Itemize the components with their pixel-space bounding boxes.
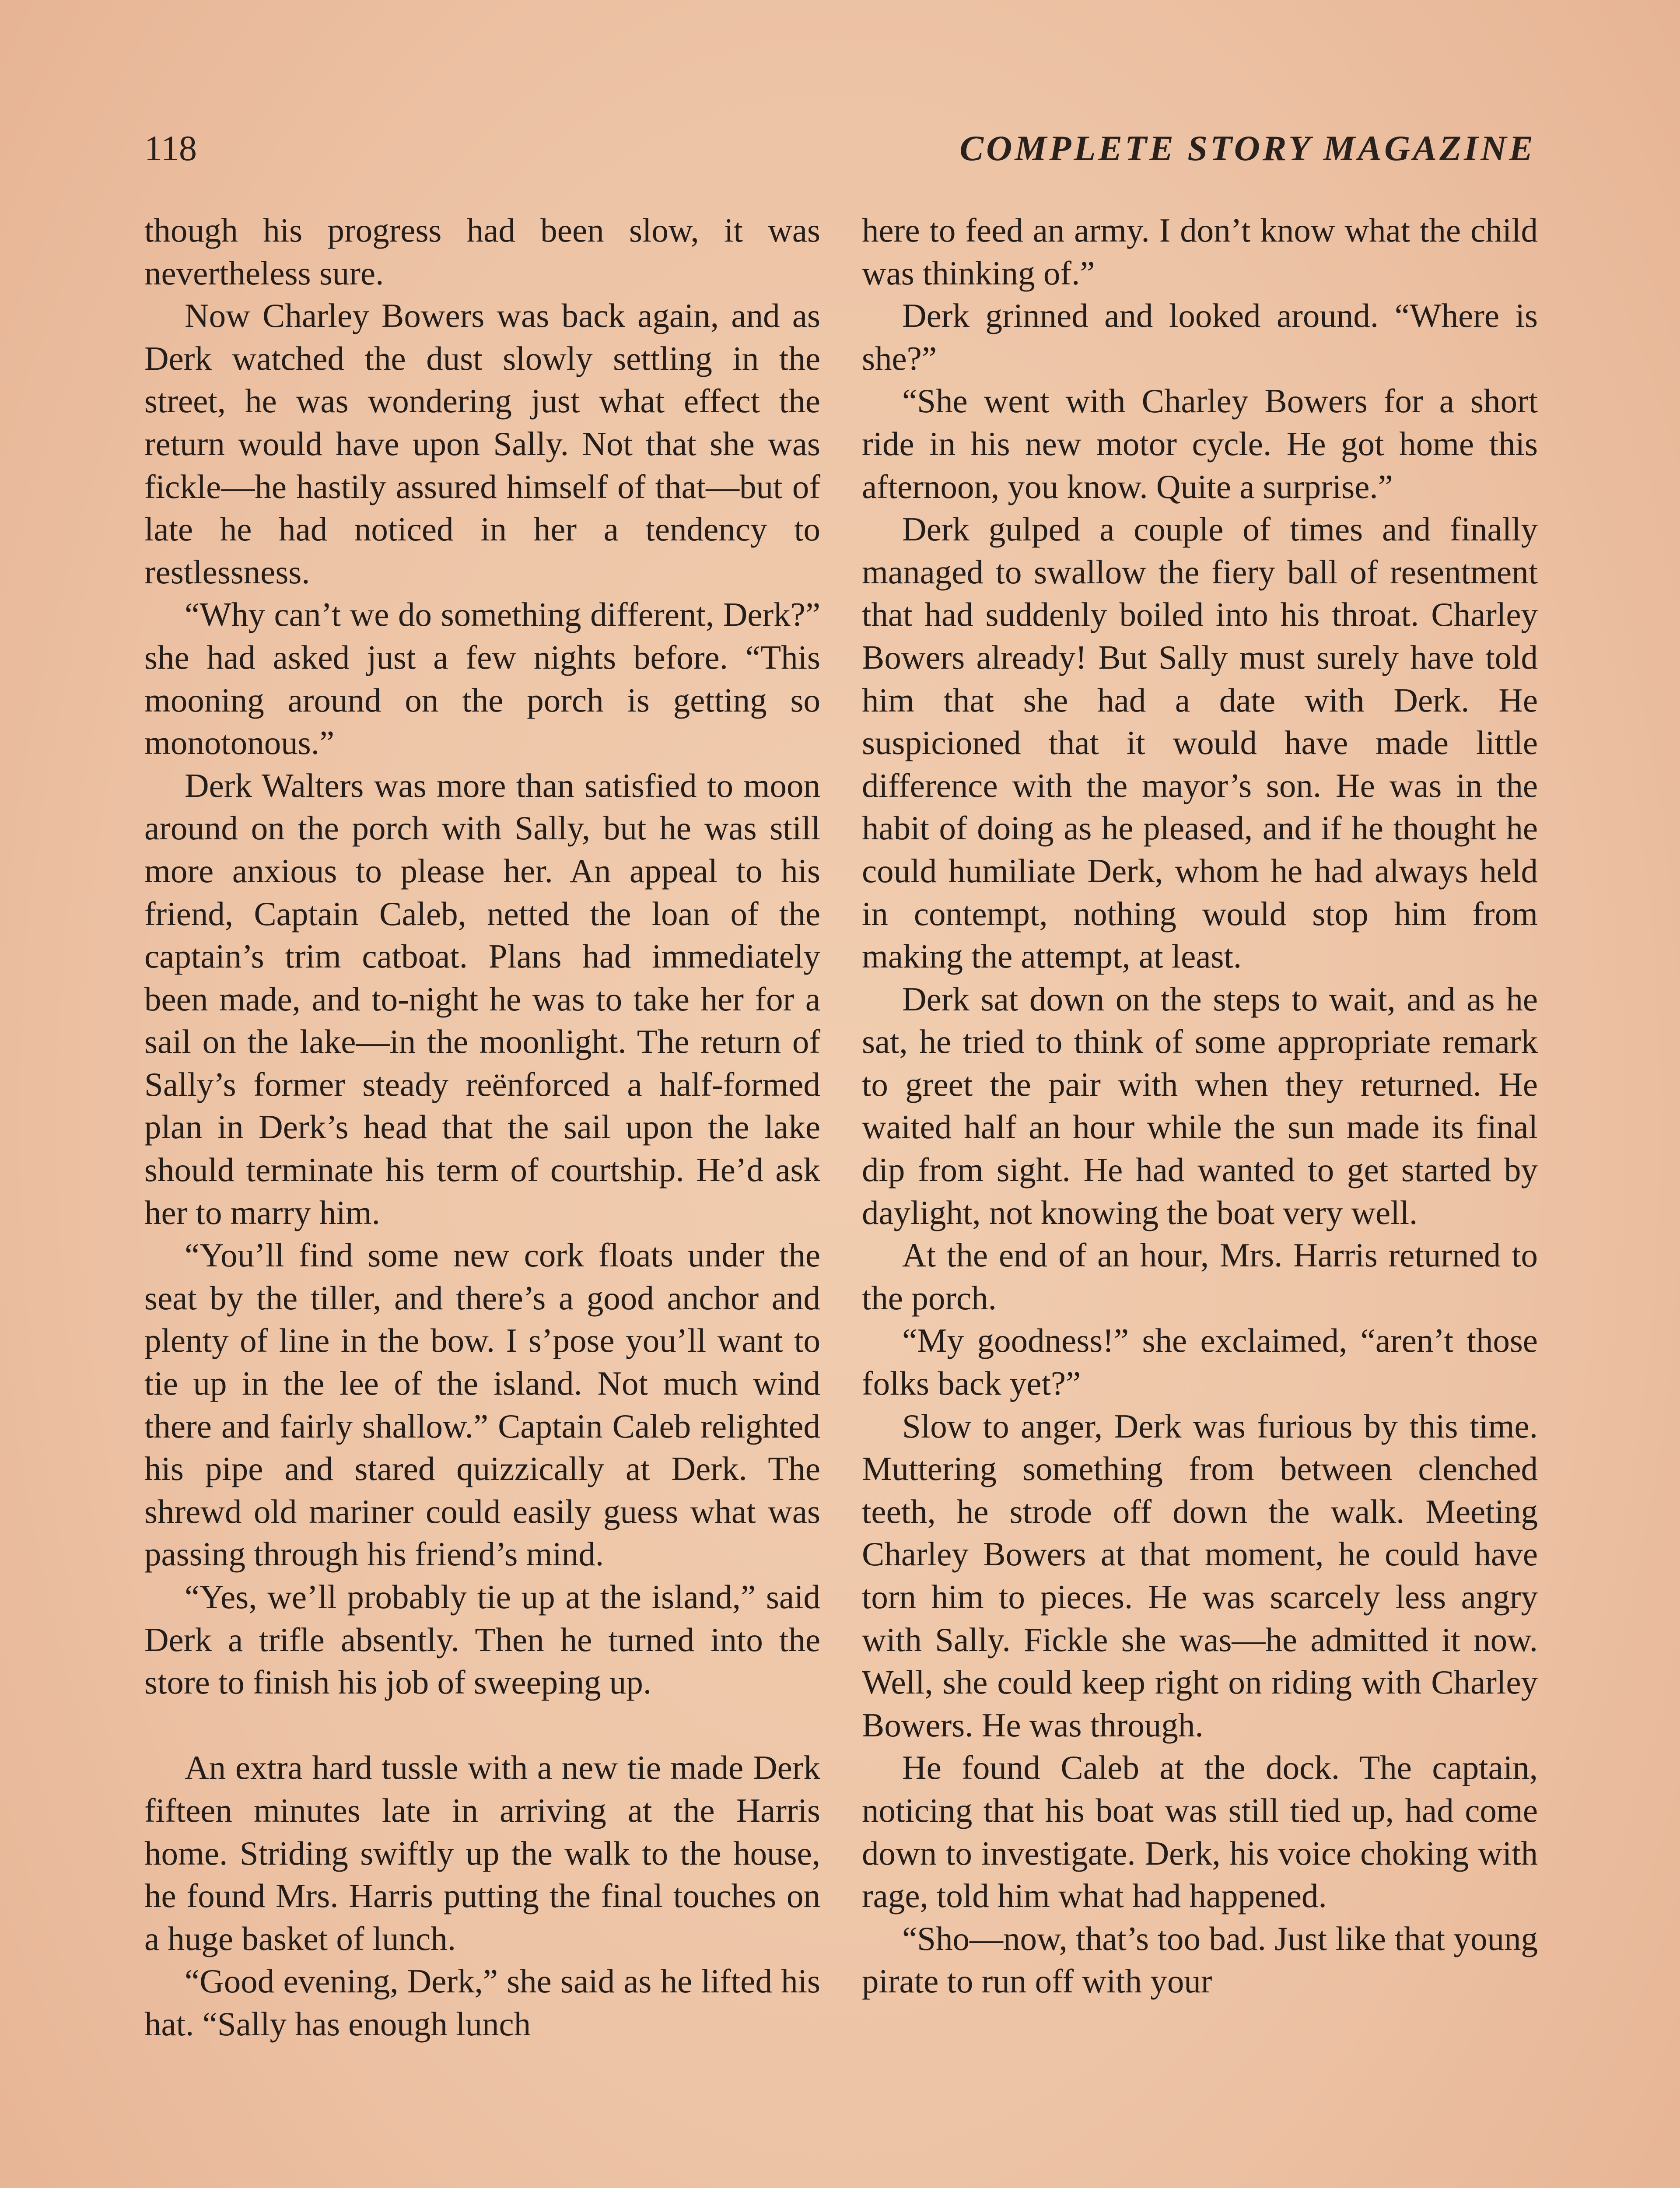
paragraph: An extra hard tussle with a new tie made Derk fifteen minutes late in arriving at the Harris home. Striding swiftly up the walk to the house, he found Mrs. Harris putting the final touches on a huge basket of lunch. [144,1749,820,1957]
paragraph: Slow to anger, Derk was furious by this time. Muttering something from between clenched teeth, he strode off down the walk. Meeting Charley Bowers at that moment, he could have torn him to pieces. He was scarcely less angry with Sally. Fickle she was—he admitted it now. Well, she could keep right on riding with Charley Bowers. He was through. [862,1407,1538,1744]
paragraph: “She went with Charley Bowers for a short ride in his new motor cycle. He got home this afternoon, you know. Quite a surprise.” [862,382,1538,505]
paragraph: Now Charley Bowers was back again, and as Derk watched the dust slowly settling in the street, he was wondering just what effect the return would have upon Sally. Not that she was fickle—he hastily assured himself of that—but of late he had noticed in her a tendency to restlessness. [144,297,820,591]
running-title: COMPLETE STORY MAGAZINE [959,128,1536,168]
page-number: 118 [144,128,197,168]
right-column [862,209,1538,2003]
paragraph: He found Caleb at the dock. The captain, noticing that his boat was still tied up, had come down to investigate. Derk, his voice choking with rage, told him what had happened. [862,1749,1538,1915]
paragraph: though his progress had been slow, it was nevertheless sure. [144,211,820,292]
paragraph: “You’ll find some new cork floats under the seat by the tiller, and there’s a good anchor and plenty of line in the bow. I s’pose you’ll want to tie up in the lee of the island. Not much wind there and fairly shallow.” Captain Caleb relighted his pipe and stared quizzically at Derk. The shrewd old mariner could easily guess what was passing through his friend’s mind. [144,1236,820,1573]
paragraph: “Good evening, Derk,” she said as he lifted his hat. “Sally has enough lunch [144,1962,820,2043]
paragraph: At the end of an hour, Mrs. Harris returned to the porch. [862,1236,1538,1317]
paragraph: Derk Walters was more than satisfied to moon around on the porch with Sally, but he was still more anxious to please her. An appeal to his friend, Captain Caleb, netted the loan of the captain’s trim catboat. Plans had immediately been made, and to-night he was to take her for a sail on the lake—in the moonlight. The return of Sally’s former steady reënforced a half-formed plan in Derk’s head that the sail upon the lake should terminate his term of courtship. He’d ask her to marry him. [144,766,820,1231]
paragraph: Derk sat down on the steps to wait, and as he sat, he tried to think of some appropriate remark to greet the pair with when they returned. He waited half an hour while the sun made its final dip from sight. He had wanted to get started by daylight, not knowing the boat very well. [862,980,1538,1231]
paragraph: here to feed an army. I don’t know what the child was thinking of.” [862,211,1538,292]
paragraph: “Why can’t we do something different, Derk?” she had asked just a few nights before. “This mooning around on the porch is getting so monotonous.” [144,596,820,762]
left-column [144,209,820,2046]
paragraph: “Yes, we’ll probably tie up at the island,” said Derk a trifle absently. Then he turned into the store to finish his job of sweeping up. [144,1578,820,1701]
page-header [144,128,1536,180]
paragraph: “My goodness!” she exclaimed, “aren’t those folks back yet?” [862,1322,1538,1403]
paragraph: Derk gulped a couple of times and finally managed to swallow the fiery ball of resentment that had suddenly boiled into his throat. Charley Bowers already! But Sally must surely have told him that she had a date with Derk. He suspicioned that it would have made little difference with the mayor’s son. He was in the habit of doing as he pleased, and if he thought he could humiliate Derk, whom he had always held in contempt, nothing would stop him from making the attempt, at least. [862,510,1538,975]
paragraph: “Sho—now, that’s too bad. Just like that young pirate to run off with your [862,1919,1538,2000]
paragraph: Derk grinned and looked around. “Where is she?” [862,297,1538,377]
